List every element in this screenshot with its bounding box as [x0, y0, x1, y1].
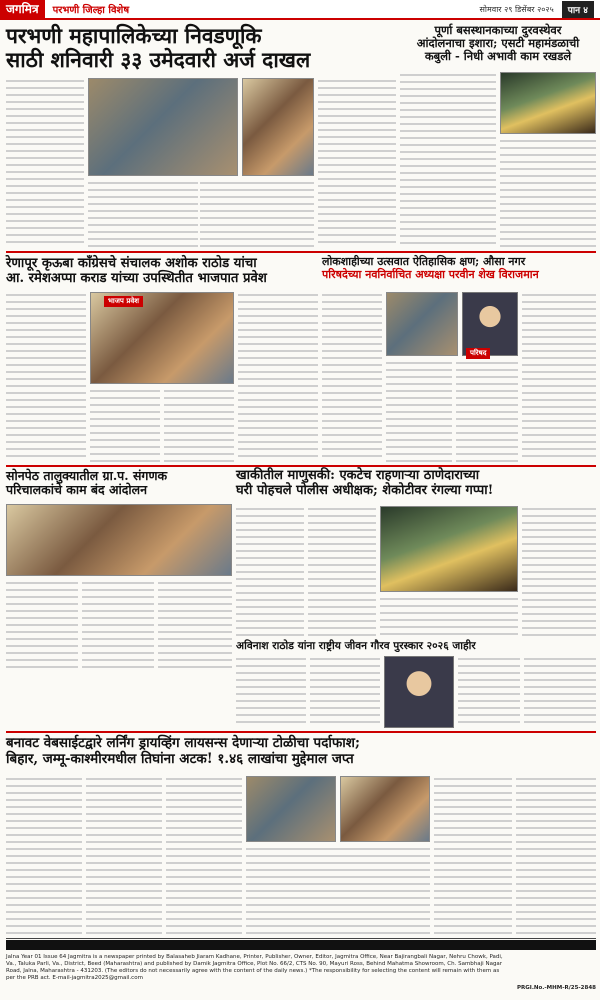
divider [6, 731, 596, 733]
story3-headline: रेणापूर कृऊबा काँग्रेसचे संचालक अशोक राठोड यांचा आ. रमेशअप्पा कराड यांच्या उपस्थितीत भाजपात प्रवेश [6, 256, 267, 287]
story3-column-4 [238, 292, 318, 462]
story2-headline: पूर्णा बसस्थानकाच्या दुरवस्थेवर आंदोलनाचा इशारा; एसटी महामंडळाची कबुली - निधी अभावी काम रखडले [416, 23, 580, 64]
story4-column-2 [386, 360, 452, 462]
story1-column-1 [6, 78, 84, 248]
story6-column-2 [308, 506, 376, 638]
story1-column-3 [200, 180, 314, 248]
story6-column-4 [522, 506, 596, 638]
issue-date: सोमवार २९ डिसेंबर २०२५ [479, 4, 554, 14]
story2-photo-bus-stand [500, 72, 596, 134]
story1-headline: परभणी महापालिकेच्या निवडणूकि साठी शनिवारी ३३ उमेदवारी अर्ज दाखल [6, 23, 311, 73]
story6-column-1 [236, 506, 304, 638]
story8-headline: बनावट वेबसाईटद्वारे लर्निंग ड्रायव्हिंग लायसन्स देणाऱ्या टोळीचा पर्दाफाश; बिहार, जम्मू-काश्मीरमधील तिघांना अटक! १.४६ लाखांचा मुद्देमाल जप्त [6, 735, 360, 767]
page-number: पान ४ [562, 1, 594, 18]
story1-photo-office [242, 78, 314, 176]
bjp-badge: भाजप प्रवेश [104, 296, 143, 307]
story7-headline: अविनाश राठोड यांना राष्ट्रीय जीवन गौरव पुरस्कार २०२६ जाहीर [236, 640, 476, 652]
story2-column-1 [400, 72, 496, 248]
story3-column-3 [164, 388, 234, 462]
story7-column-4 [524, 656, 596, 728]
divider [6, 938, 596, 939]
story2-column-2 [500, 138, 596, 248]
section-title: परभणी जिल्हा विशेष [52, 5, 130, 16]
parishad-badge: परिषद [466, 348, 490, 359]
story1-column-2 [88, 180, 198, 248]
story4-column-4 [522, 292, 596, 462]
story8-column-6 [516, 776, 596, 936]
story7-column-1 [236, 656, 306, 728]
footer-imprint: Jalna Year 01 Issue 64 Jagmitra is a newspaper printed by Balasaheb Jiaram Kadhane, Printer, Publisher, Owner, Editor, Jagmitra Office, Near Bajirangbali Nagar, Nehru Chowk, Padi, Va., Taluka Parli, Va., District, Beed (Maharashtra) and published by Damik Jagmitra Office, Plot No. 66/2, CTS No. 90, Mayuri Ross, Behind Mahatma Showroom, Ch. Sambhaji Nagar Road, Jalna, Maharashtra - 431203. (The editors do not necessarily agree with the content of the daily news.) *The responsibility for selecting the content will remain with them as per the PRB act. E-mail-jagmitra2025@gmail.com [6, 954, 503, 981]
story8-photo-1 [246, 776, 336, 842]
story4-headline: लोकशाहीच्या उत्सवात ऐतिहासिक क्षण; औसा नगर परिषदेच्या नवनिर्वाचित अध्यक्षा परवीन शेख विराजमान [322, 255, 539, 281]
story8-column-1 [6, 776, 82, 936]
story4-photo-portrait [462, 292, 518, 356]
registration-number: PRGI.No.-MHM-R/25-2848 [517, 985, 596, 991]
story8-column-3 [166, 776, 242, 936]
story5-column-1 [6, 580, 78, 672]
imprint-bar [6, 940, 596, 950]
story5-column-3 [158, 580, 232, 672]
story3-column-1 [6, 292, 86, 462]
story5-headline: सोनपेठ तालुक्यातील ग्रा.प. संगणक परिचालकांचे काम बंद आंदोलन [6, 468, 168, 498]
story4-column-1 [322, 292, 382, 462]
story6-column-3 [380, 596, 518, 638]
divider [6, 251, 596, 253]
story4-column-3 [456, 360, 518, 462]
story8-column-5 [434, 776, 512, 936]
newspaper-logo: जगमित्र [0, 0, 45, 19]
divider [6, 465, 596, 467]
story1-photo-procession [88, 78, 238, 176]
story7-column-2 [310, 656, 380, 728]
story6-headline: खाकीतील माणुसकी: एकटेच राहणाऱ्या ठाणेदाराच्या घरी पोहचले पोलीस अधीक्षक; शेकोटीवर रंगल्या गप्पा! [236, 468, 494, 498]
story6-photo-bonfire [380, 506, 518, 592]
story5-column-2 [82, 580, 154, 672]
story1-column-4 [318, 78, 396, 248]
story5-photo-protest [6, 504, 232, 576]
story8-column-2 [86, 776, 162, 936]
story7-column-3 [458, 656, 520, 728]
story8-column-4 [246, 846, 430, 936]
story7-photo-portrait [384, 656, 454, 728]
page-header [0, 0, 600, 20]
story8-photo-2 [340, 776, 430, 842]
story3-column-2 [90, 388, 160, 462]
story4-photo-chair [386, 292, 458, 356]
